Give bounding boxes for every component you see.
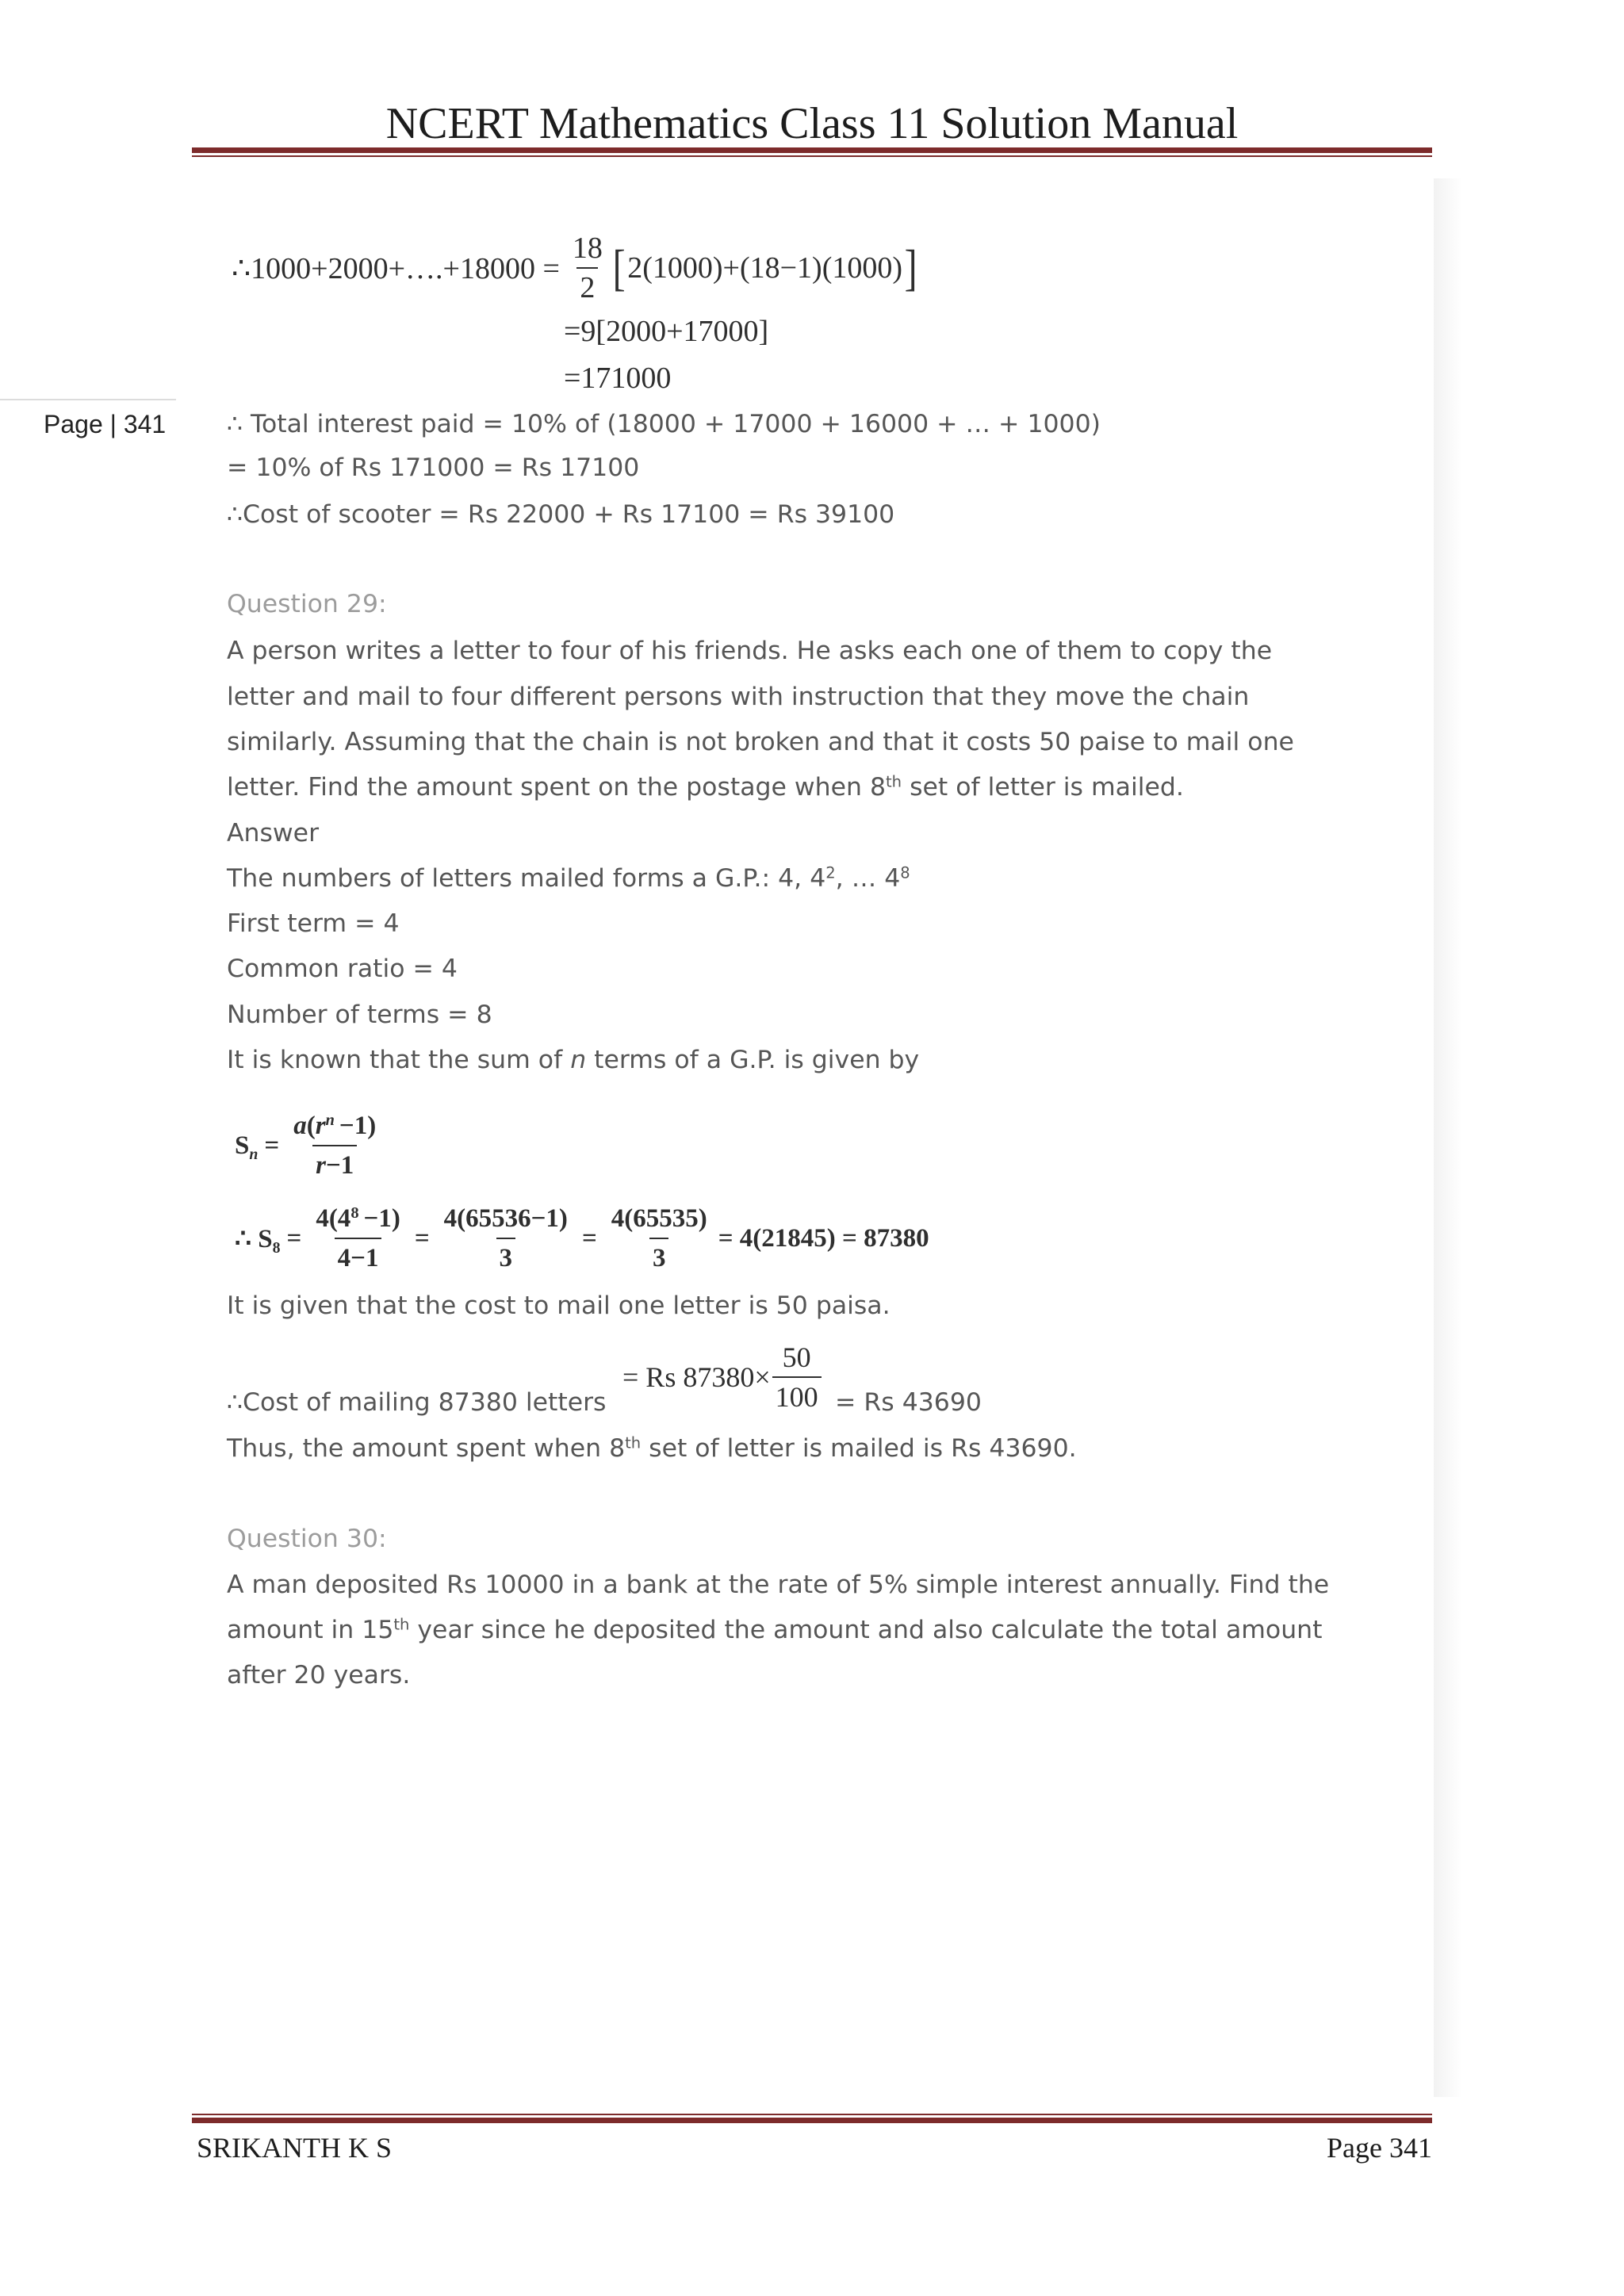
footer-rule	[192, 2114, 1432, 2123]
arithmetic-sum-equation	[232, 228, 919, 308]
first-term-line: First term = 4	[227, 909, 400, 938]
line-text: set of letter is mailed is Rs 43690.	[641, 1434, 1077, 1463]
sum-fraction	[569, 229, 606, 307]
s8-calculation	[235, 1199, 929, 1278]
fraction-denominator: 4−1	[335, 1238, 382, 1277]
question-30-line	[227, 1608, 1322, 1653]
sum-step-3: =171000	[564, 362, 672, 395]
expression-text: = Rs 87380×	[622, 1361, 771, 1393]
fraction-denominator: 2	[576, 267, 598, 307]
mailing-fraction	[772, 1338, 822, 1416]
header-rule	[192, 147, 1432, 157]
s8-fraction-2	[441, 1200, 571, 1277]
conclusion-line	[227, 1426, 1077, 1471]
number-of-terms-line: Number of terms = 8	[227, 1001, 492, 1029]
exponent: n	[325, 1111, 335, 1129]
ordinal-suffix: th	[393, 1615, 410, 1634]
total-interest-line: ∴ Total interest paid = 10% of (18000 + 17000 + 16000 + … + 1000)	[227, 410, 1101, 438]
s8-symbol	[235, 1223, 281, 1257]
question-29-line: letter and mail to four different persons with instruction that they move the chain	[227, 683, 1250, 711]
numerator-rest: −1)	[339, 1112, 377, 1140]
margin-divider	[0, 399, 176, 400]
equals-sign: =	[264, 1131, 280, 1160]
numerator-rest: −1)	[363, 1204, 400, 1233]
fraction-numerator: 4(65535)	[611, 1204, 707, 1233]
ordinal-suffix: th	[886, 772, 902, 791]
paren-open: (	[306, 1112, 316, 1140]
mailing-cost-result: = Rs 43690	[835, 1388, 982, 1417]
question-29-title: Question 29:	[227, 590, 387, 618]
ordinal-suffix: th	[625, 1433, 642, 1452]
page-edge-shading	[1434, 178, 1462, 2097]
mailing-cost-expression	[622, 1337, 826, 1417]
sum-symbol	[235, 1131, 258, 1161]
numerator-base: 4(4	[316, 1204, 351, 1233]
question-30-line: A man deposited Rs 10000 in a bank at the rate of 5% simple interest annually. Find the	[227, 1571, 1330, 1599]
fraction-denominator: 3	[649, 1238, 669, 1277]
exponent: 8	[900, 863, 910, 882]
question-30-title: Question 30:	[227, 1525, 387, 1553]
exponent: 8	[350, 1203, 359, 1222]
question-29-line: A person writes a letter to four of his friends. He asks each one of them to copy the	[227, 637, 1273, 665]
bracket-open: [	[612, 239, 626, 296]
s8-fraction-1	[312, 1200, 404, 1277]
question-29-line	[227, 765, 1184, 810]
question-29-line: similarly. Assuming that the chain is not broken and that it costs 50 paise to mail one	[227, 728, 1294, 756]
cost-given-line: It is given that the cost to mail one letter is 50 paisa.	[227, 1292, 891, 1320]
exponent: 2	[825, 863, 836, 882]
fraction-numerator: 4(65536−1)	[443, 1204, 568, 1233]
subscript: n	[249, 1145, 259, 1163]
var-r: r	[316, 1151, 326, 1180]
gp-sum-intro-line	[227, 1038, 919, 1083]
mailing-cost-label: ∴Cost of mailing 87380 letters	[227, 1388, 607, 1417]
bracket-content: 2(1000)+(18−1)(1000)	[627, 251, 903, 285]
line-text: set of letter is mailed.	[902, 773, 1184, 802]
line-text: amount in 15	[227, 1616, 394, 1644]
question-30-line: after 20 years.	[227, 1661, 411, 1689]
footer-author: SRIKANTH K S	[197, 2132, 393, 2164]
fraction-denominator	[312, 1145, 357, 1184]
equals-sign: =	[286, 1223, 302, 1253]
gp-sequence-line	[227, 856, 910, 901]
header-title: NCERT Mathematics Class 11 Solution Manual	[385, 99, 1239, 148]
fraction-numerator	[312, 1200, 404, 1238]
symbol-s: S	[235, 1131, 250, 1160]
margin-page-label: Page | 341	[44, 410, 167, 438]
scooter-cost-line: ∴Cost of scooter = Rs 22000 + Rs 17100 = Rs 39100	[227, 500, 895, 529]
var-r: r	[315, 1112, 326, 1140]
s8-result: = 4(21845) = 87380	[718, 1223, 929, 1253]
gp-sum-formula	[235, 1106, 384, 1185]
s8-fraction-3	[608, 1200, 710, 1277]
sum-step-2: =9[2000+17000]	[564, 315, 769, 348]
line-text: terms of a G.P. is given by	[586, 1046, 920, 1074]
line-text: , … 4	[835, 864, 901, 893]
fraction-numerator	[290, 1107, 379, 1145]
equals-sign: =	[581, 1223, 597, 1253]
sum-lhs: ∴1000+2000+….+18000 =	[232, 251, 560, 285]
fraction-numerator: 18	[572, 232, 603, 265]
line-text: letter. Find the amount spent on the postage when 8	[227, 773, 887, 802]
fraction-numerator: 50	[782, 1341, 811, 1373]
line-text: year since he deposited the amount and also calculate the total amount	[409, 1616, 1323, 1644]
bracket-close: ]	[904, 239, 917, 296]
answer-label: Answer	[227, 819, 320, 848]
formula-fraction	[290, 1107, 379, 1184]
line-text: The numbers of letters mailed forms a G.P.: 4, 4	[227, 864, 826, 893]
variable-n: n	[570, 1046, 587, 1074]
fraction-denominator: 100	[772, 1376, 822, 1416]
line-text: It is known that the sum of	[227, 1046, 571, 1074]
fraction-denominator: 3	[496, 1238, 516, 1277]
interest-value-line: = 10% of Rs 171000 = Rs 17100	[227, 453, 640, 482]
var-a: a	[293, 1112, 307, 1140]
footer-page-number: Page 341	[1327, 2132, 1432, 2164]
equals-sign: =	[414, 1223, 430, 1253]
denominator-rest: −1	[325, 1151, 354, 1180]
common-ratio-line: Common ratio = 4	[227, 955, 458, 983]
s8-prefix: ∴ S	[235, 1225, 273, 1253]
line-text: Thus, the amount spent when 8	[227, 1434, 626, 1463]
subscript: 8	[272, 1238, 281, 1257]
